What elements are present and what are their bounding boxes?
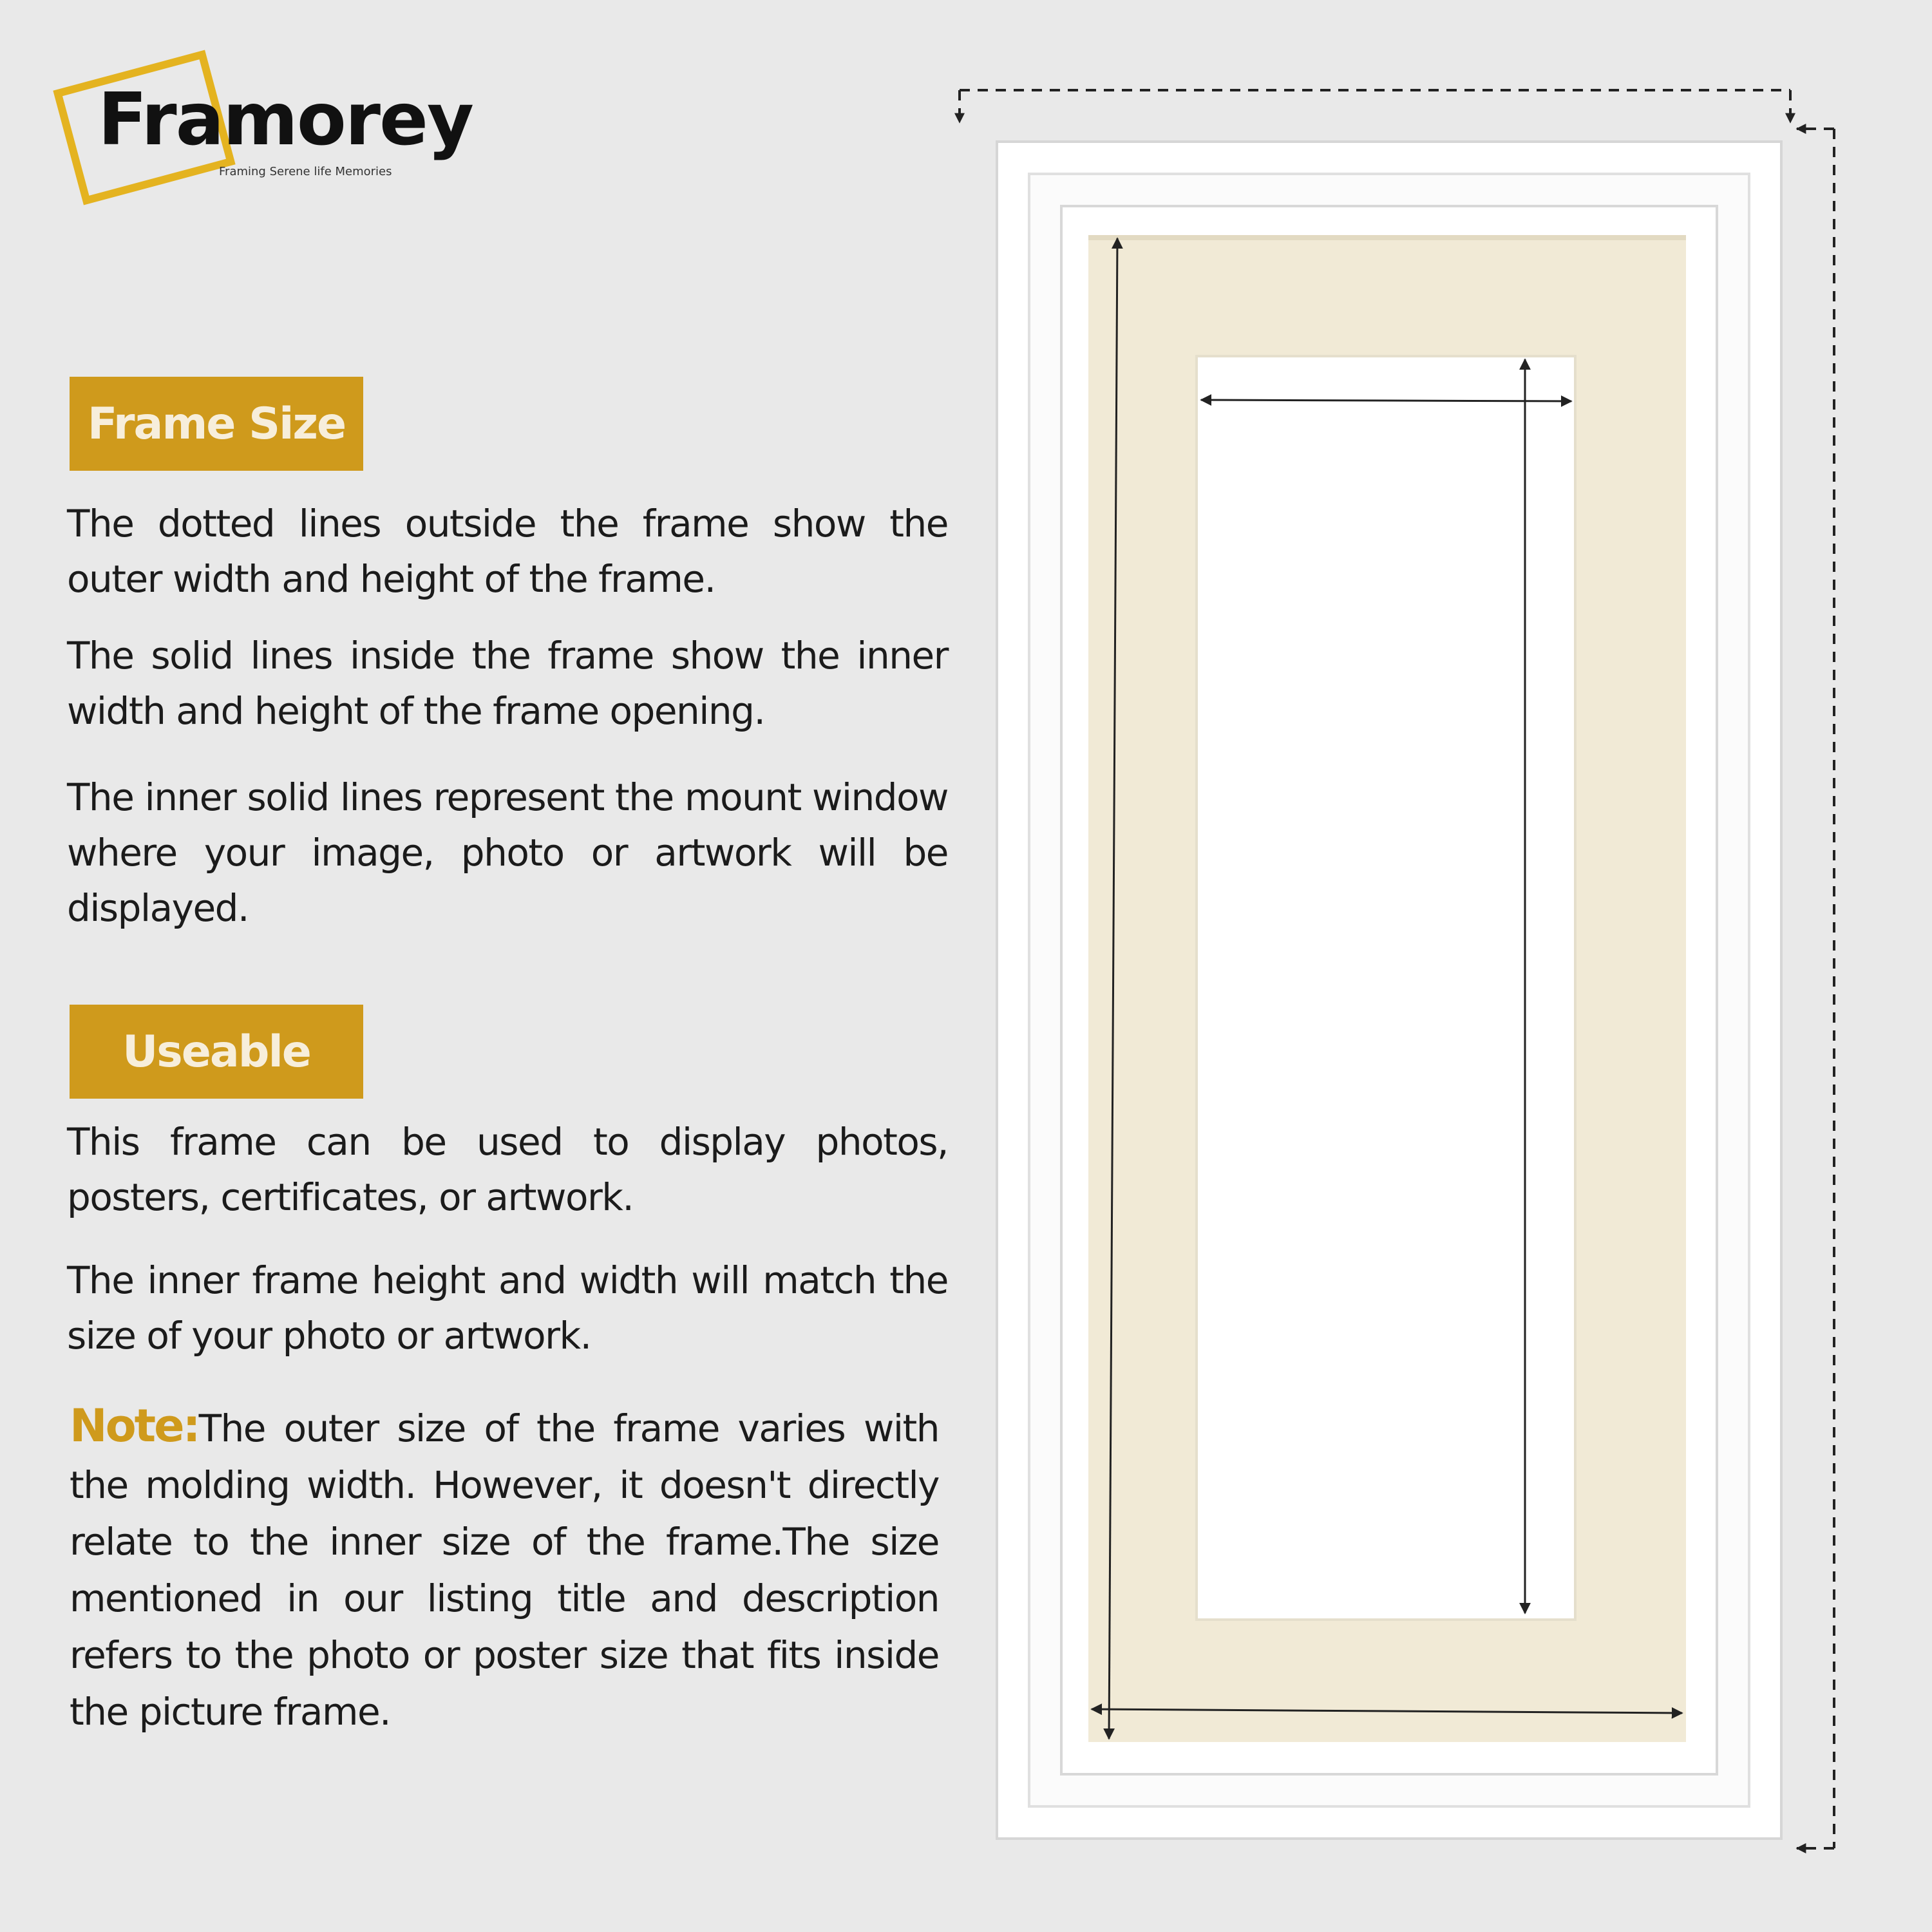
frame-size-heading: Frame Size (70, 377, 363, 471)
frame-size-paragraph-3: The inner solid lines represent the mount window where your image, photo or artwork will be displayed. (67, 775, 948, 930)
window-width-line (1201, 400, 1571, 401)
brand-name: Framorey (98, 78, 473, 162)
mount-shadow (1088, 235, 1686, 240)
note-text: The outer size of the frame varies with the molding width. However, it doesn't directly relate to the inner size of the frame.The size mentioned in our listing title and description refers to the photo or poster size that fits inside the picture frame. (70, 1406, 939, 1734)
brand-tagline: Framing Serene life Memories (219, 165, 392, 178)
useable-paragraph-1: This frame can be used to display photos, posters, certificates, or artwork. (67, 1120, 948, 1219)
note-label: Note: (70, 1399, 199, 1452)
useable-heading: Useable (70, 1005, 363, 1099)
frame-size-paragraph-1: The dotted lines outside the frame show the outer width and height of the frame. (67, 502, 948, 601)
useable-paragraph-2: The inner frame height and width will match the size of your photo or artwork. (67, 1258, 948, 1358)
mount-window (1197, 356, 1575, 1620)
frame-size-paragraph-2: The solid lines inside the frame show the inner width and height of the frame opening. (67, 634, 948, 733)
